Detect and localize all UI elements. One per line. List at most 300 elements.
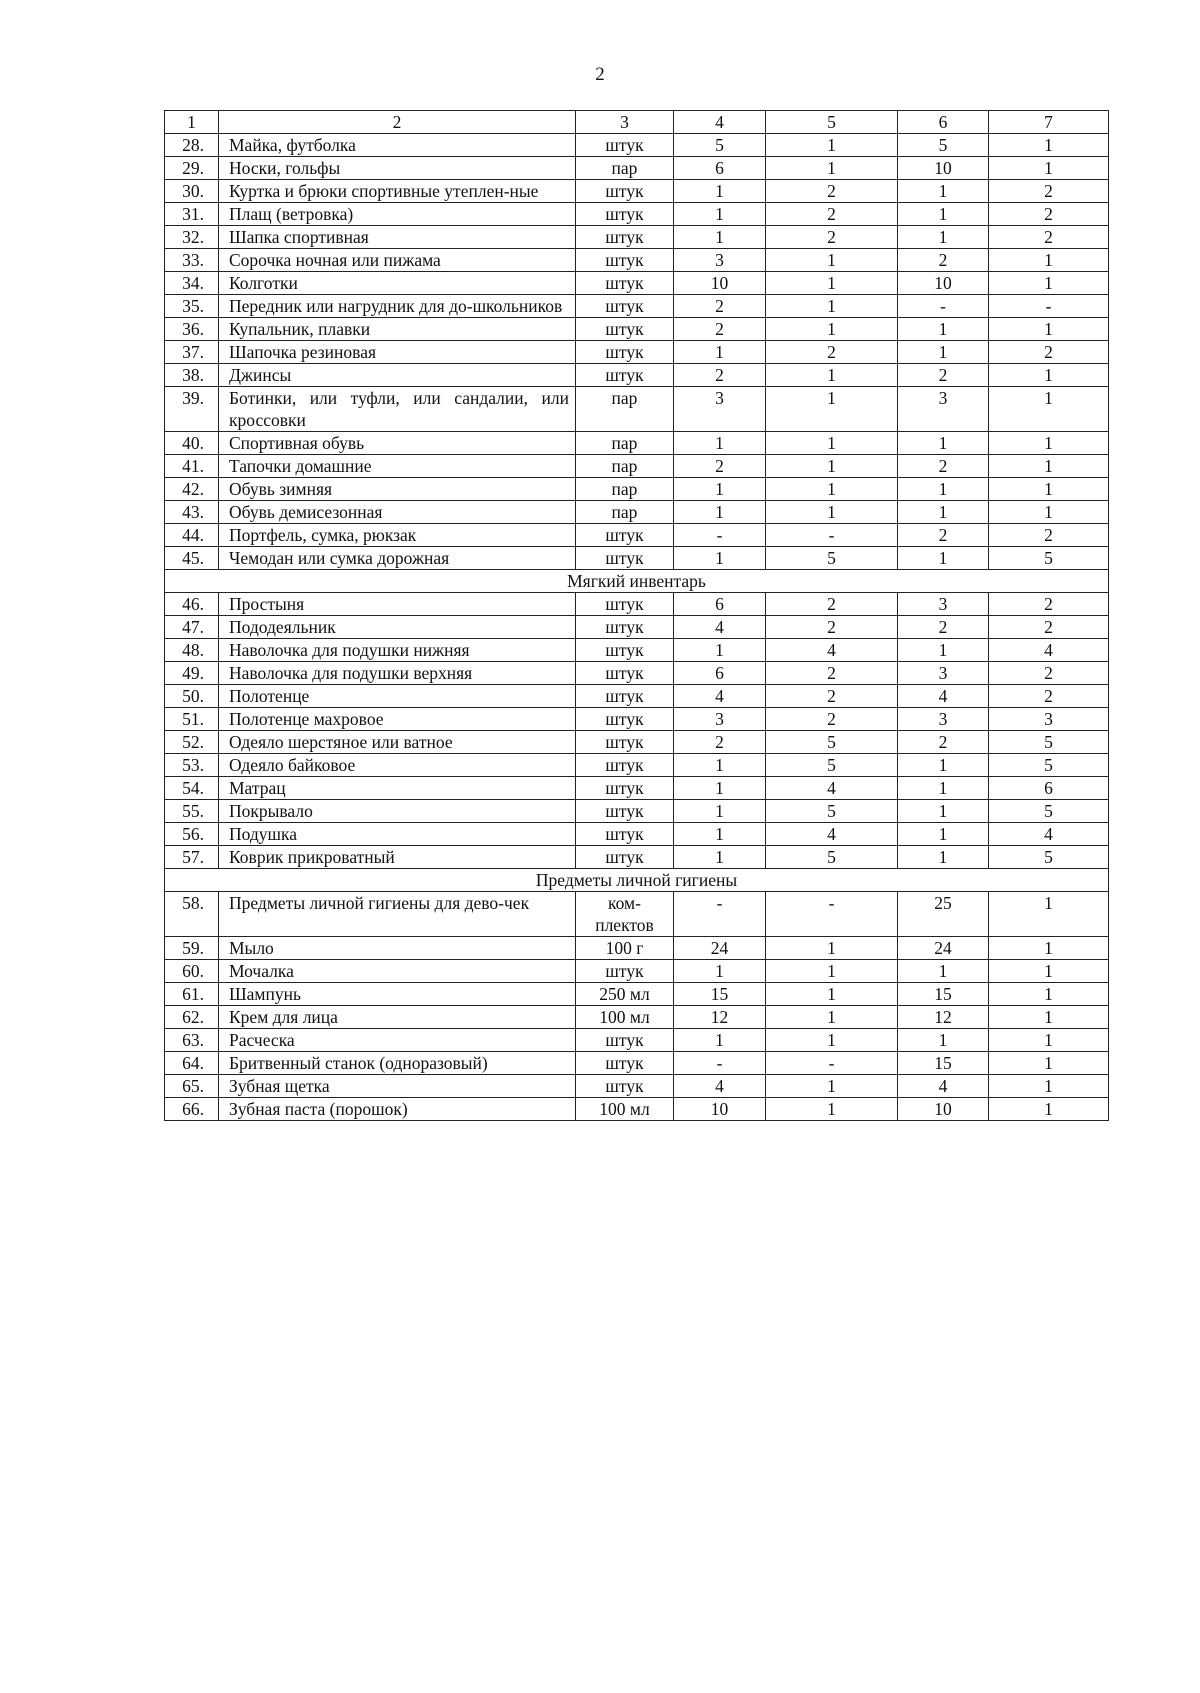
- row-number: 46.: [165, 593, 219, 616]
- header-cell: 1: [165, 111, 219, 134]
- value-cell: 1: [989, 1029, 1109, 1052]
- row-number: 56.: [165, 823, 219, 846]
- page-number: 2: [595, 64, 605, 85]
- value-cell: 6: [674, 662, 766, 685]
- item-name: Чемодан или сумка дорожная: [219, 547, 576, 570]
- value-cell: 1: [766, 249, 898, 272]
- unit-cell: пар: [576, 478, 674, 501]
- row-number: 59.: [165, 937, 219, 960]
- value-cell: 1: [766, 318, 898, 341]
- value-cell: 4: [766, 777, 898, 800]
- value-cell: 1: [674, 754, 766, 777]
- value-cell: 2: [898, 616, 989, 639]
- value-cell: 1: [674, 639, 766, 662]
- value-cell: 1: [898, 960, 989, 983]
- value-cell: 2: [989, 203, 1109, 226]
- unit-cell: штук: [576, 662, 674, 685]
- row-number: 47.: [165, 616, 219, 639]
- value-cell: 2: [898, 731, 989, 754]
- table-row: [165, 1075, 1109, 1098]
- table-row: [165, 892, 1109, 937]
- item-name: Подушка: [219, 823, 576, 846]
- value-cell: 1: [766, 295, 898, 318]
- value-cell: 1: [674, 501, 766, 524]
- unit-cell: штук: [576, 960, 674, 983]
- item-name: Полотенце: [219, 685, 576, 708]
- unit-cell: пар: [576, 501, 674, 524]
- value-cell: 1: [898, 501, 989, 524]
- value-cell: 5: [766, 731, 898, 754]
- value-cell: 1: [898, 846, 989, 869]
- table-row: [165, 937, 1109, 960]
- table-row: [165, 662, 1109, 685]
- value-cell: 2: [989, 593, 1109, 616]
- value-cell: 2: [989, 616, 1109, 639]
- value-cell: -: [766, 892, 898, 937]
- item-name: Шампунь: [219, 983, 576, 1006]
- unit-cell: штук: [576, 800, 674, 823]
- row-number: 57.: [165, 846, 219, 869]
- row-number: 32.: [165, 226, 219, 249]
- row-number: 58.: [165, 892, 219, 937]
- table-row: [165, 1006, 1109, 1029]
- value-cell: 5: [989, 731, 1109, 754]
- value-cell: 1: [898, 639, 989, 662]
- unit-cell: пар: [576, 432, 674, 455]
- item-name: Мыло: [219, 937, 576, 960]
- item-name: Ботинки, или туфли, или сандалии, или кроссовки: [219, 387, 576, 432]
- value-cell: 3: [674, 249, 766, 272]
- value-cell: 5: [989, 846, 1109, 869]
- value-cell: 2: [989, 226, 1109, 249]
- value-cell: 1: [989, 937, 1109, 960]
- unit-cell: пар: [576, 157, 674, 180]
- value-cell: 3: [898, 387, 989, 432]
- value-cell: 1: [898, 432, 989, 455]
- value-cell: 2: [989, 524, 1109, 547]
- row-number: 38.: [165, 364, 219, 387]
- value-cell: 5: [989, 754, 1109, 777]
- value-cell: -: [898, 295, 989, 318]
- value-cell: 3: [674, 708, 766, 731]
- unit-cell: штук: [576, 249, 674, 272]
- item-name: Наволочка для подушки нижняя: [219, 639, 576, 662]
- value-cell: 1: [898, 180, 989, 203]
- section-row: [165, 570, 1109, 593]
- value-cell: 1: [989, 1075, 1109, 1098]
- value-cell: 2: [989, 180, 1109, 203]
- value-cell: 1: [766, 432, 898, 455]
- table-row: [165, 272, 1109, 295]
- value-cell: 2: [766, 593, 898, 616]
- value-cell: 1: [898, 777, 989, 800]
- item-name: Матрац: [219, 777, 576, 800]
- value-cell: 1: [989, 1052, 1109, 1075]
- value-cell: 1: [674, 432, 766, 455]
- unit-cell: штук: [576, 616, 674, 639]
- value-cell: 6: [989, 777, 1109, 800]
- value-cell: 2: [989, 685, 1109, 708]
- unit-cell: штук: [576, 639, 674, 662]
- value-cell: -: [674, 524, 766, 547]
- unit-cell: штук: [576, 685, 674, 708]
- value-cell: 1: [674, 547, 766, 570]
- value-cell: 1: [989, 1006, 1109, 1029]
- value-cell: 1: [898, 754, 989, 777]
- value-cell: 1: [674, 777, 766, 800]
- value-cell: 5: [898, 134, 989, 157]
- table-row: [165, 295, 1109, 318]
- row-number: 51.: [165, 708, 219, 731]
- row-number: 52.: [165, 731, 219, 754]
- unit-cell: штук: [576, 134, 674, 157]
- row-number: 65.: [165, 1075, 219, 1098]
- value-cell: 15: [898, 1052, 989, 1075]
- value-cell: 5: [766, 547, 898, 570]
- value-cell: -: [766, 1052, 898, 1075]
- value-cell: 5: [674, 134, 766, 157]
- value-cell: 3: [898, 662, 989, 685]
- value-cell: 2: [674, 364, 766, 387]
- header-cell: 4: [674, 111, 766, 134]
- unit-cell: штук: [576, 1029, 674, 1052]
- unit-cell: 100 мл: [576, 1098, 674, 1121]
- value-cell: 1: [674, 180, 766, 203]
- item-name: Спортивная обувь: [219, 432, 576, 455]
- item-name: Обувь демисезонная: [219, 501, 576, 524]
- table-row: [165, 203, 1109, 226]
- value-cell: 1: [989, 134, 1109, 157]
- item-name: Коврик прикроватный: [219, 846, 576, 869]
- header-cell: 3: [576, 111, 674, 134]
- row-number: 33.: [165, 249, 219, 272]
- row-number: 28.: [165, 134, 219, 157]
- value-cell: 1: [898, 203, 989, 226]
- row-number: 61.: [165, 983, 219, 1006]
- item-name: Зубная щетка: [219, 1075, 576, 1098]
- row-number: 35.: [165, 295, 219, 318]
- value-cell: 6: [674, 157, 766, 180]
- item-name: Простыня: [219, 593, 576, 616]
- value-cell: 4: [898, 1075, 989, 1098]
- item-name: Майка, футболка: [219, 134, 576, 157]
- value-cell: 1: [898, 226, 989, 249]
- unit-cell: штук: [576, 593, 674, 616]
- value-cell: 1: [766, 960, 898, 983]
- item-name: Плащ (ветровка): [219, 203, 576, 226]
- value-cell: 5: [989, 547, 1109, 570]
- row-number: 64.: [165, 1052, 219, 1075]
- value-cell: -: [674, 892, 766, 937]
- table-row: [165, 639, 1109, 662]
- table-row: [165, 318, 1109, 341]
- unit-cell: штук: [576, 1052, 674, 1075]
- table-row: [165, 387, 1109, 432]
- table-row: [165, 1029, 1109, 1052]
- table-row: [165, 432, 1109, 455]
- value-cell: 1: [674, 960, 766, 983]
- value-cell: 1: [898, 800, 989, 823]
- value-cell: 2: [766, 616, 898, 639]
- value-cell: 1: [766, 937, 898, 960]
- header-row: [165, 111, 1109, 134]
- table-row: [165, 524, 1109, 547]
- unit-cell: пар: [576, 455, 674, 478]
- row-number: 31.: [165, 203, 219, 226]
- value-cell: 1: [766, 364, 898, 387]
- value-cell: 1: [989, 157, 1109, 180]
- value-cell: 1: [766, 501, 898, 524]
- value-cell: 1: [766, 134, 898, 157]
- table-row: [165, 685, 1109, 708]
- item-name: Обувь зимняя: [219, 478, 576, 501]
- value-cell: 1: [898, 341, 989, 364]
- value-cell: 2: [766, 662, 898, 685]
- row-number: 42.: [165, 478, 219, 501]
- value-cell: 1: [766, 1075, 898, 1098]
- value-cell: 1: [989, 272, 1109, 295]
- value-cell: 1: [989, 960, 1109, 983]
- item-name: Шапка спортивная: [219, 226, 576, 249]
- header-cell: 5: [766, 111, 898, 134]
- value-cell: 2: [674, 295, 766, 318]
- value-cell: 4: [989, 823, 1109, 846]
- unit-cell: пар: [576, 387, 674, 432]
- value-cell: 15: [674, 983, 766, 1006]
- table-row: [165, 616, 1109, 639]
- unit-cell: штук: [576, 318, 674, 341]
- value-cell: 1: [674, 800, 766, 823]
- value-cell: 2: [674, 455, 766, 478]
- unit-cell: штук: [576, 226, 674, 249]
- value-cell: 3: [989, 708, 1109, 731]
- item-name: Бритвенный станок (одноразовый): [219, 1052, 576, 1075]
- value-cell: 1: [766, 1029, 898, 1052]
- row-number: 48.: [165, 639, 219, 662]
- item-name: Передник или нагрудник для до-школьников: [219, 295, 576, 318]
- table-row: [165, 1052, 1109, 1075]
- value-cell: 3: [898, 708, 989, 731]
- value-cell: 1: [989, 249, 1109, 272]
- value-cell: 1: [989, 983, 1109, 1006]
- row-number: 54.: [165, 777, 219, 800]
- value-cell: 2: [674, 731, 766, 754]
- value-cell: 1: [898, 478, 989, 501]
- value-cell: 1: [674, 823, 766, 846]
- value-cell: 4: [674, 685, 766, 708]
- table-row: [165, 983, 1109, 1006]
- value-cell: 1: [989, 478, 1109, 501]
- section-title: Мягкий инвентарь: [165, 570, 1109, 593]
- section-title: Предметы личной гигиены: [165, 869, 1109, 892]
- value-cell: 15: [898, 983, 989, 1006]
- table-row: [165, 547, 1109, 570]
- value-cell: 10: [898, 272, 989, 295]
- item-name: Крем для лица: [219, 1006, 576, 1029]
- item-name: Пододеяльник: [219, 616, 576, 639]
- unit-cell: штук: [576, 180, 674, 203]
- table-row: [165, 777, 1109, 800]
- unit-cell: штук: [576, 1075, 674, 1098]
- value-cell: 1: [766, 455, 898, 478]
- unit-cell: штук: [576, 846, 674, 869]
- header-cell: 7: [989, 111, 1109, 134]
- item-name: Тапочки домашние: [219, 455, 576, 478]
- table-row: [165, 180, 1109, 203]
- table-row: [165, 364, 1109, 387]
- value-cell: 24: [674, 937, 766, 960]
- value-cell: 1: [766, 272, 898, 295]
- row-number: 36.: [165, 318, 219, 341]
- value-cell: 10: [674, 272, 766, 295]
- item-name: Покрывало: [219, 800, 576, 823]
- unit-cell: штук: [576, 341, 674, 364]
- unit-cell: 250 мл: [576, 983, 674, 1006]
- value-cell: 1: [766, 1098, 898, 1121]
- value-cell: 5: [766, 800, 898, 823]
- value-cell: 1: [766, 1006, 898, 1029]
- item-name: Купальник, плавки: [219, 318, 576, 341]
- row-number: 41.: [165, 455, 219, 478]
- table-row: [165, 249, 1109, 272]
- value-cell: 1: [989, 501, 1109, 524]
- table-row: [165, 593, 1109, 616]
- unit-cell: штук: [576, 731, 674, 754]
- row-number: 43.: [165, 501, 219, 524]
- supply-norms-table: [164, 110, 1109, 1121]
- value-cell: 1: [989, 892, 1109, 937]
- item-name: Одеяло байковое: [219, 754, 576, 777]
- item-name: Носки, гольфы: [219, 157, 576, 180]
- table-row: [165, 134, 1109, 157]
- item-name: Предметы личной гигиены для дево-чек: [219, 892, 576, 937]
- row-number: 29.: [165, 157, 219, 180]
- item-name: Одеяло шерстяное или ватное: [219, 731, 576, 754]
- unit-cell: 100 мл: [576, 1006, 674, 1029]
- value-cell: -: [989, 295, 1109, 318]
- value-cell: 1: [674, 846, 766, 869]
- unit-cell: штук: [576, 777, 674, 800]
- value-cell: 4: [766, 823, 898, 846]
- unit-cell: штук: [576, 823, 674, 846]
- table-row: [165, 960, 1109, 983]
- unit-cell: штук: [576, 754, 674, 777]
- table-body: [165, 111, 1109, 1121]
- value-cell: 24: [898, 937, 989, 960]
- item-name: Мочалка: [219, 960, 576, 983]
- value-cell: 1: [674, 1029, 766, 1052]
- value-cell: 10: [674, 1098, 766, 1121]
- value-cell: 2: [989, 662, 1109, 685]
- row-number: 50.: [165, 685, 219, 708]
- item-name: Зубная паста (порошок): [219, 1098, 576, 1121]
- row-number: 45.: [165, 547, 219, 570]
- item-name: Колготки: [219, 272, 576, 295]
- table-row: [165, 846, 1109, 869]
- unit-cell: ком-плектов: [576, 892, 674, 937]
- item-name: Полотенце махровое: [219, 708, 576, 731]
- value-cell: 4: [674, 1075, 766, 1098]
- value-cell: 1: [674, 226, 766, 249]
- item-name: Портфель, сумка, рюкзак: [219, 524, 576, 547]
- value-cell: 4: [898, 685, 989, 708]
- value-cell: 1: [674, 478, 766, 501]
- table-row: [165, 800, 1109, 823]
- value-cell: 2: [766, 226, 898, 249]
- value-cell: 2: [989, 341, 1109, 364]
- row-number: 53.: [165, 754, 219, 777]
- row-number: 55.: [165, 800, 219, 823]
- row-number: 34.: [165, 272, 219, 295]
- table-row: [165, 455, 1109, 478]
- value-cell: 12: [898, 1006, 989, 1029]
- value-cell: 1: [674, 341, 766, 364]
- value-cell: -: [674, 1052, 766, 1075]
- value-cell: 12: [674, 1006, 766, 1029]
- value-cell: 1: [898, 547, 989, 570]
- value-cell: 1: [766, 157, 898, 180]
- value-cell: 1: [989, 387, 1109, 432]
- value-cell: 1: [898, 823, 989, 846]
- item-name: Наволочка для подушки верхняя: [219, 662, 576, 685]
- value-cell: 2: [898, 524, 989, 547]
- unit-cell: штук: [576, 203, 674, 226]
- value-cell: 2: [766, 341, 898, 364]
- value-cell: 5: [766, 754, 898, 777]
- value-cell: 1: [898, 1029, 989, 1052]
- value-cell: 10: [898, 157, 989, 180]
- value-cell: 2: [766, 180, 898, 203]
- unit-cell: штук: [576, 364, 674, 387]
- item-name: Расческа: [219, 1029, 576, 1052]
- value-cell: 4: [989, 639, 1109, 662]
- unit-cell: штук: [576, 272, 674, 295]
- value-cell: 4: [674, 616, 766, 639]
- table-row: [165, 731, 1109, 754]
- header-cell: 6: [898, 111, 989, 134]
- item-name: Джинсы: [219, 364, 576, 387]
- table-row: [165, 1098, 1109, 1121]
- row-number: 62.: [165, 1006, 219, 1029]
- unit-cell: 100 г: [576, 937, 674, 960]
- row-number: 60.: [165, 960, 219, 983]
- value-cell: 3: [898, 593, 989, 616]
- value-cell: 2: [898, 455, 989, 478]
- row-number: 44.: [165, 524, 219, 547]
- item-name: Шапочка резиновая: [219, 341, 576, 364]
- value-cell: 1: [989, 432, 1109, 455]
- value-cell: 1: [898, 318, 989, 341]
- value-cell: 1: [766, 478, 898, 501]
- table-row: [165, 754, 1109, 777]
- row-number: 49.: [165, 662, 219, 685]
- value-cell: 1: [989, 364, 1109, 387]
- row-number: 30.: [165, 180, 219, 203]
- value-cell: 6: [674, 593, 766, 616]
- value-cell: 25: [898, 892, 989, 937]
- value-cell: 1: [766, 387, 898, 432]
- value-cell: 2: [766, 203, 898, 226]
- table-row: [165, 226, 1109, 249]
- table-row: [165, 341, 1109, 364]
- table-row: [165, 501, 1109, 524]
- unit-cell: штук: [576, 295, 674, 318]
- unit-cell: штук: [576, 524, 674, 547]
- row-number: 66.: [165, 1098, 219, 1121]
- unit-cell: штук: [576, 547, 674, 570]
- value-cell: 1: [989, 455, 1109, 478]
- row-number: 63.: [165, 1029, 219, 1052]
